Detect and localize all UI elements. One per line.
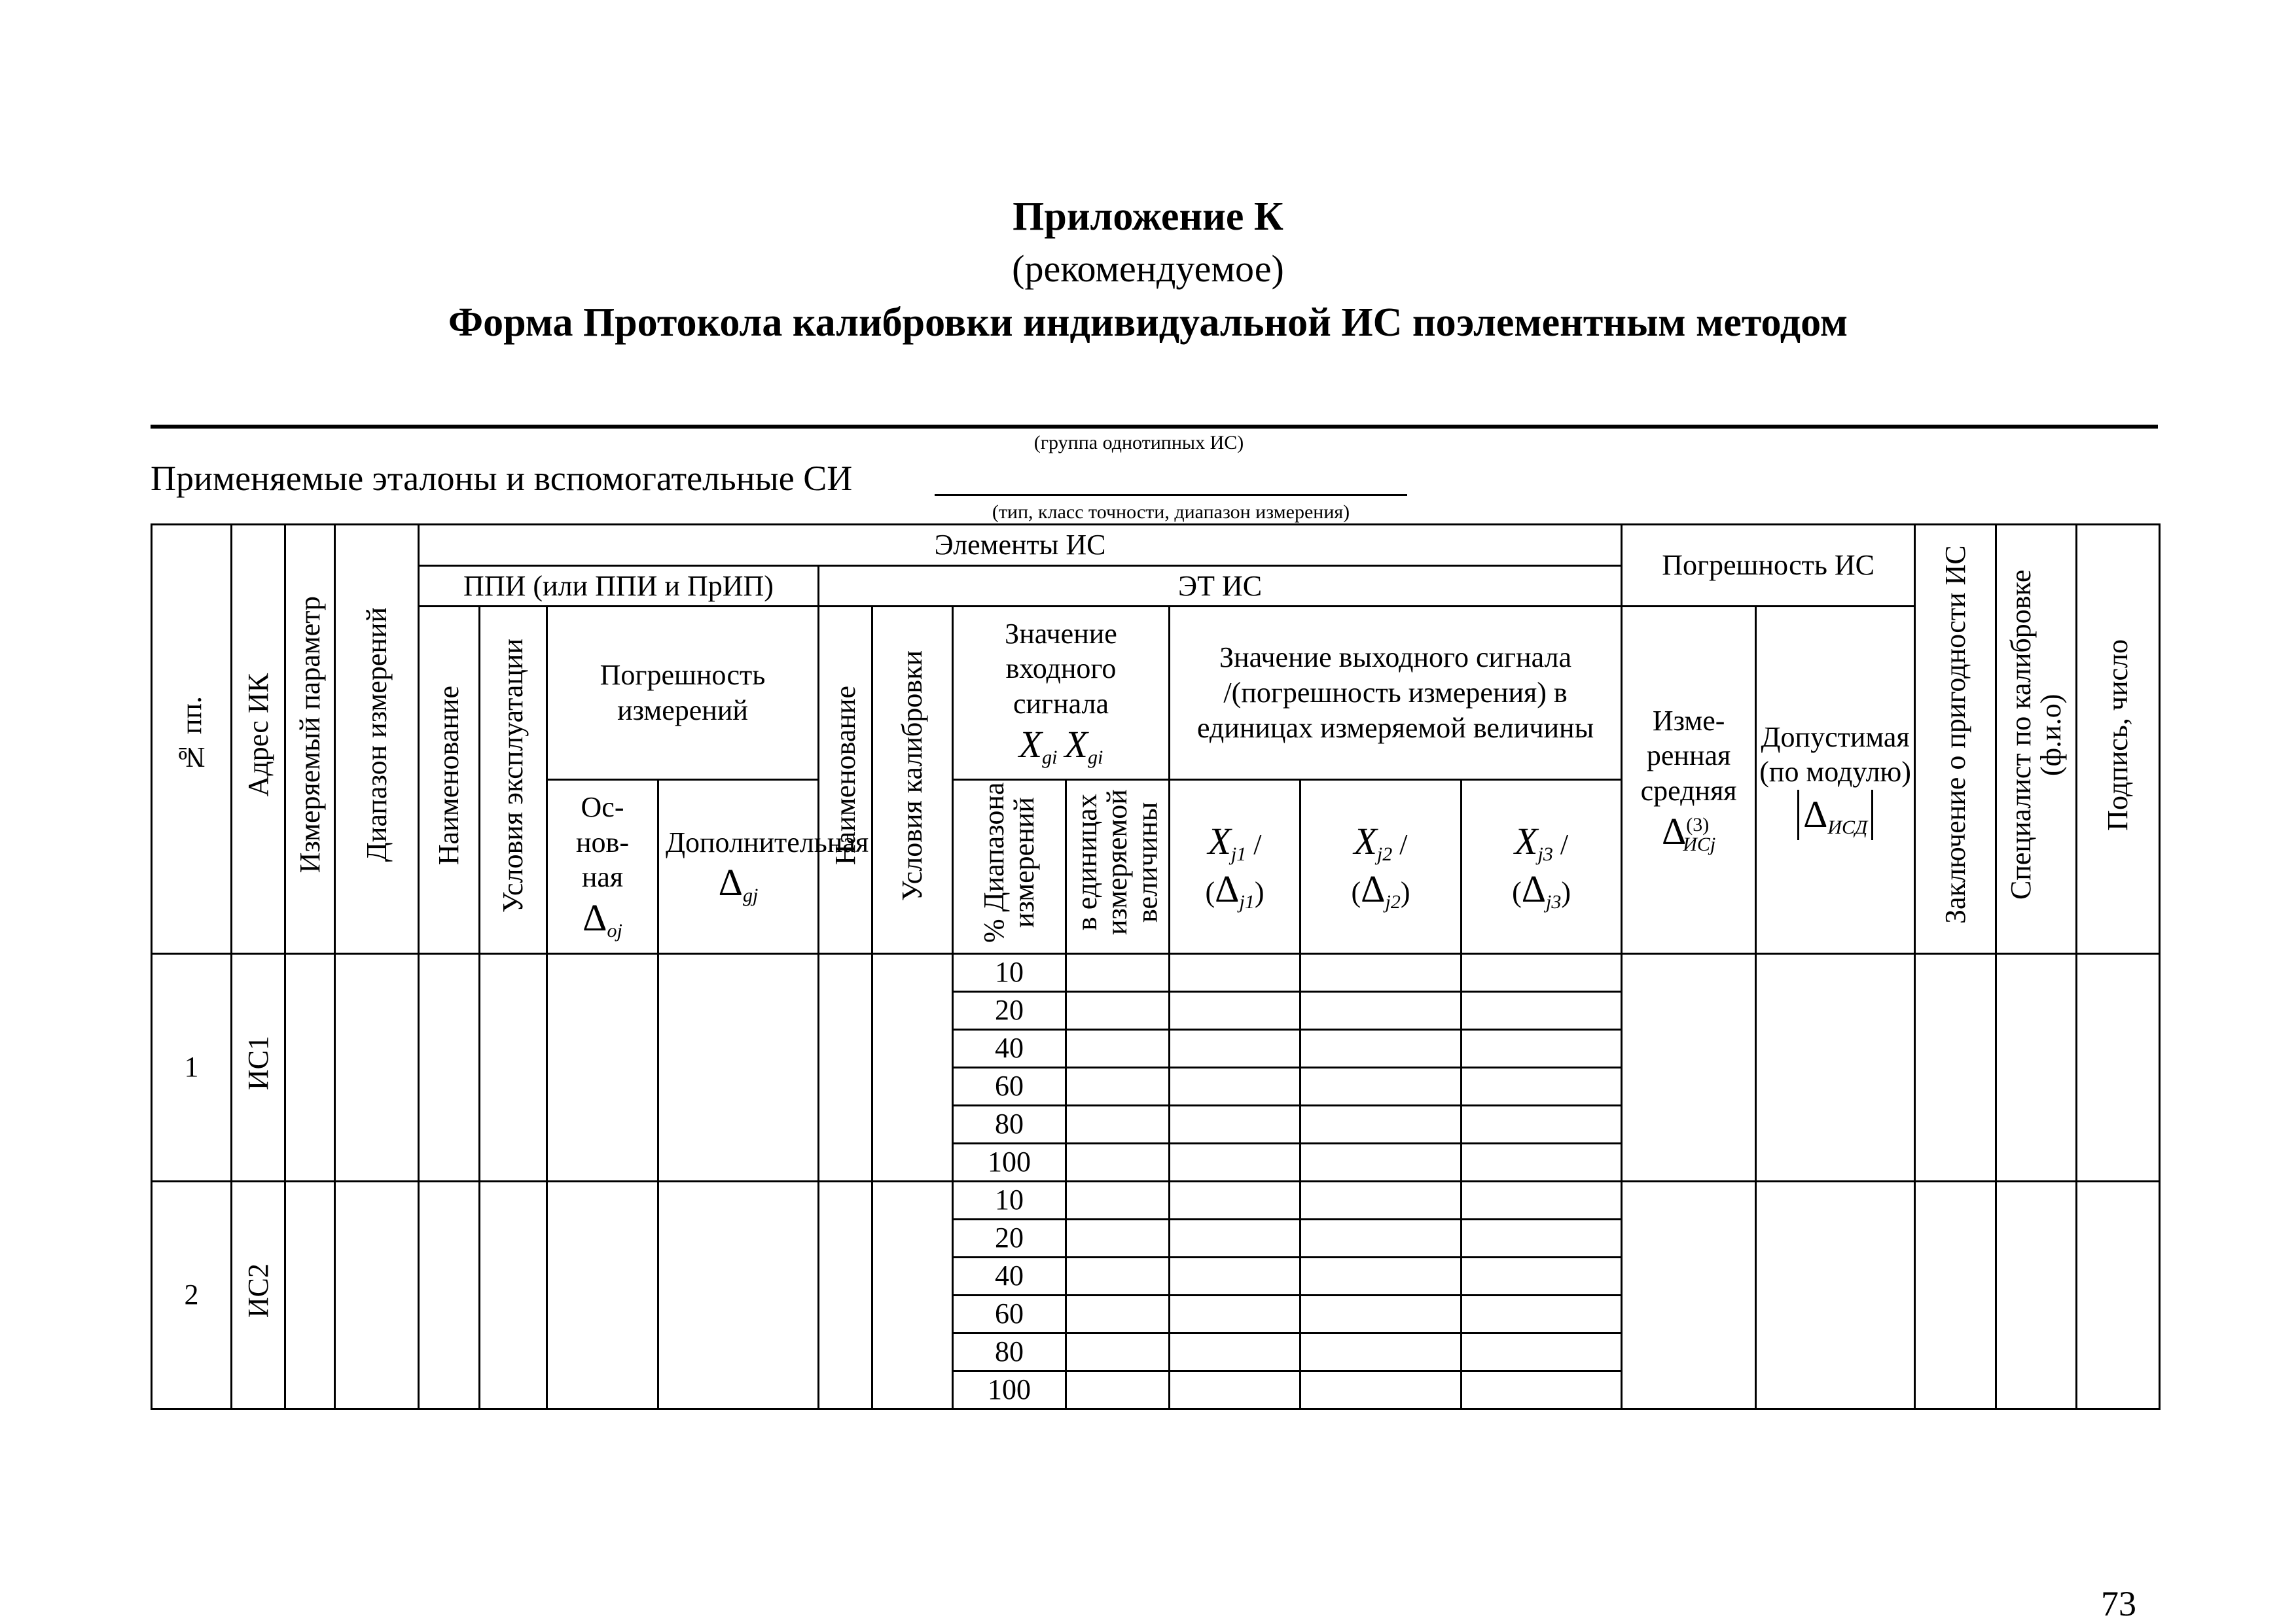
header-allowed: Допустимая (по модулю) $\Delta_{ИСД}$ bbox=[1756, 607, 1915, 954]
row-address: ИС1 bbox=[232, 953, 285, 1181]
group-caption: (группа однотипных ИС) bbox=[1033, 432, 1244, 453]
row-no: 2 bbox=[152, 1181, 232, 1409]
header-measured-avg: Изме-ренная средняя $\Delta^{(3)}_{ИСj}$ bbox=[1622, 607, 1756, 954]
header-elements: Элементы ИС bbox=[419, 525, 1622, 566]
table-row bbox=[152, 1181, 2160, 1219]
level-cell: 20 bbox=[953, 991, 1066, 1029]
appendix-title: Приложение К bbox=[1013, 194, 1283, 239]
table-row bbox=[152, 953, 2160, 991]
header-col-no: № пп. bbox=[152, 525, 232, 954]
row-address: ИС2 bbox=[232, 1181, 285, 1409]
etalons-caption: (тип, класс точности, диапазон измерения) bbox=[992, 501, 1350, 523]
header-col-address: Адрес ИК bbox=[232, 525, 285, 954]
input-symbol-x: X bbox=[1018, 722, 1043, 766]
header-specialist: Специалист по калибровке (ф.и.о) bbox=[1996, 525, 2077, 954]
level-cell: 80 bbox=[953, 1105, 1066, 1143]
etalons-label: Применяемые эталоны и вспомогательные СИ bbox=[151, 459, 853, 498]
level-cell: 100 bbox=[953, 1371, 1066, 1409]
header-input-signal: Значение входного сигнала $X_{gi}$ $X_{gi}$ bbox=[953, 607, 1170, 780]
header-col-range: Диапазон измерений bbox=[335, 525, 419, 954]
header-col-param: Измеряемый параметр bbox=[285, 525, 335, 954]
header-ppi-error: Погрешность измерений bbox=[547, 607, 819, 780]
row-no: 1 bbox=[152, 953, 232, 1181]
header-output-x3: $X_{j3}$ / $(\Delta_{j3})$ bbox=[1462, 780, 1622, 954]
level-cell: 100 bbox=[953, 1143, 1066, 1181]
input-symbol-x-2: X bbox=[1064, 722, 1088, 766]
header-conclusion: Заключение о пригодности ИС bbox=[1915, 525, 1996, 954]
header-basic-error: Ос-нов-ная $\Delta_{oj}$ bbox=[547, 780, 658, 954]
level-cell: 80 bbox=[953, 1333, 1066, 1371]
form-title: Форма Протокола калибровки индивидуальной ИС поэлементным методом bbox=[448, 300, 1848, 345]
level-cell: 60 bbox=[953, 1067, 1066, 1105]
header-input-units: в единицах измеряемой величины bbox=[1066, 780, 1170, 954]
page-number: 73 bbox=[2101, 1584, 2136, 1623]
header-ppi-conditions: Условия эксплуатации bbox=[480, 607, 547, 954]
header-additional-error: Дополнительная $\Delta_{gj}$ bbox=[658, 780, 819, 954]
header-output-x2: $X_{j2}$ / $(\Delta_{j2})$ bbox=[1300, 780, 1462, 954]
etalons-line bbox=[935, 494, 1407, 496]
header-output-x1: $X_{j1}$ / $(\Delta_{j1})$ bbox=[1170, 780, 1300, 954]
header-et-name: Наименование bbox=[819, 607, 872, 954]
header-ppi-name: Наименование bbox=[419, 607, 480, 954]
header-error-is: Погрешность ИС bbox=[1622, 525, 1915, 607]
group-line bbox=[151, 425, 2158, 429]
level-cell: 10 bbox=[953, 1181, 1066, 1219]
header-et-conditions: Условия калибровки bbox=[872, 607, 953, 954]
level-cell: 40 bbox=[953, 1029, 1066, 1067]
level-cell: 20 bbox=[953, 1219, 1066, 1257]
level-cell: 10 bbox=[953, 953, 1066, 991]
header-input-pct: % Диапазона измерений bbox=[953, 780, 1066, 954]
header-signature: Подпись, число bbox=[2077, 525, 2160, 954]
calibration-protocol-table bbox=[151, 523, 2161, 1410]
header-ppi: ППИ (или ППИ и ПрИП) bbox=[419, 566, 819, 607]
level-cell: 40 bbox=[953, 1257, 1066, 1295]
level-cell: 60 bbox=[953, 1295, 1066, 1333]
header-et: ЭТ ИС bbox=[819, 566, 1622, 607]
appendix-status: (рекомендуемое) bbox=[1012, 247, 1284, 290]
header-output-signal: Значение выходного сигнала /(погрешность измерения) в единицах измеряемой величины bbox=[1170, 607, 1622, 780]
